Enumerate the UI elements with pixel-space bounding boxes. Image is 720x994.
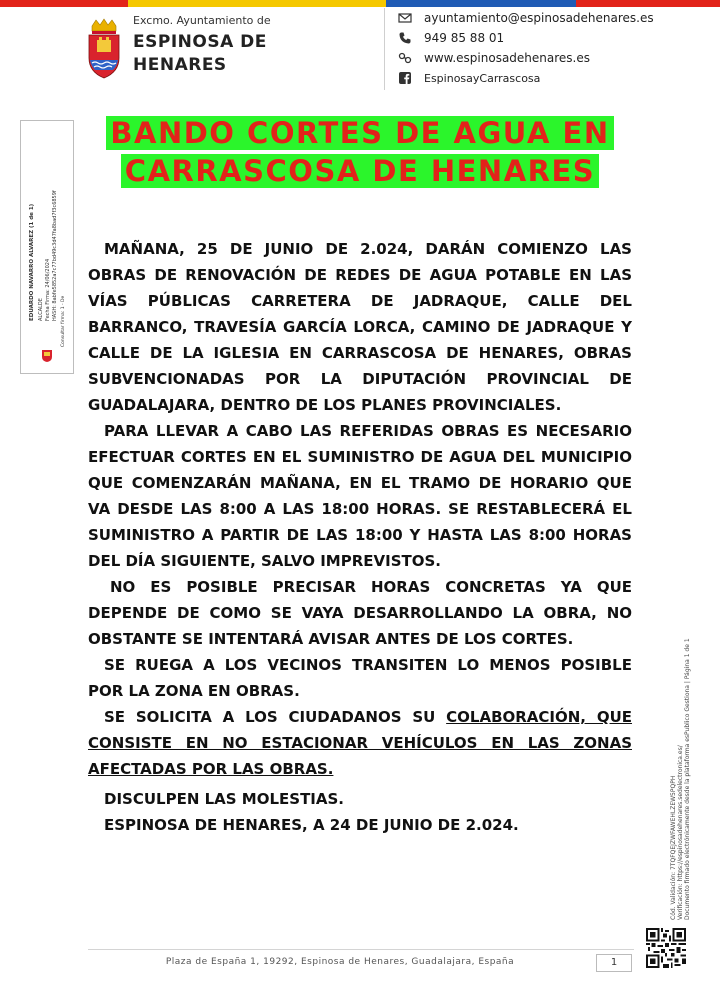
verification-url: Verificación: https://espinosadehenares.sedelectronica.es/ — [677, 745, 684, 920]
closing-apology: DISCULPEN LAS MOLESTIAS. — [104, 790, 344, 808]
verification-note: Documento firmado electrónicamente desde la plataforma esPublico Gestiona | Página 1 de 1 — [684, 638, 691, 920]
stamp-date: Fecha Firma: 24/06/2024 — [45, 258, 51, 321]
color-bar-segment-red — [0, 0, 128, 7]
closing-place-date: ESPINOSA DE HENARES, A 24 DE JUNIO DE 2.024. — [104, 816, 519, 834]
closing-block — [104, 786, 519, 838]
paragraph-3: NO ES POSIBLE PRECISAR HORAS CONCRETAS YA QUE DEPENDE DE COMO SE VAYA DESARROLLANDO LA OBRA, NO OBSTANTE SE INTENTARÁ AVISAR ANTES DE LOS CORTES. — [88, 578, 632, 648]
phone-icon — [398, 31, 412, 45]
contact-facebook[interactable] — [398, 68, 654, 88]
org-name-line1: ESPINOSA DE — [133, 32, 267, 52]
contact-email-text: ayuntamiento@espinosadehenares.es — [424, 11, 654, 25]
contact-web-text: www.espinosadehenares.es — [424, 51, 590, 65]
org-name-line2: HENARES — [133, 55, 227, 75]
paragraph-5 — [88, 704, 632, 782]
paragraph-5-underlined: COLABORACIÓN, QUE CONSISTE EN NO ESTACIONAR VEHÍCULOS EN LAS ZONAS AFECTADAS POR LAS OBRAS. — [88, 708, 633, 778]
footer-divider — [88, 949, 634, 950]
paragraph-1: MAÑANA, 25 DE JUNIO DE 2.024, DARÁN COMIENZO LAS OBRAS DE RENOVACIÓN DE REDES DE AGUA POTABLE EN LAS VÍAS PÚBLICAS CARRETERA DE JADRAQUE, CALLE DEL BARRANCO, TRAVESÍA GARCÍA LORCA, CAMINO DE JADRAQUE Y CALLE DE LA IGLESIA EN CARRASCOSA DE HENARES, OBRAS SUBVENCIONADAS POR LA DIPUTACIÓN PROVINCIAL DE GUADALAJARA, DENTRO DE LOS PLANES PROVINCIALES. — [88, 240, 632, 414]
organization-name — [133, 14, 271, 77]
contact-list — [398, 8, 654, 88]
contact-phone[interactable] — [398, 28, 654, 48]
contact-phone-text: 949 85 88 01 — [424, 31, 505, 45]
verification-text — [670, 638, 691, 920]
document-body — [88, 236, 632, 782]
title-line1: BANDO CORTES DE AGUA EN — [106, 116, 613, 150]
link-icon — [398, 51, 412, 65]
paragraph-2: PARA LLEVAR A CABO LAS REFERIDAS OBRAS ES NECESARIO EFECTUAR CORTES EN EL SUMINISTRO DE AGUA DEL MUNICIPIO QUE COMENZARÁN MAÑANA, EN EL TRAMO DE HORARIO QUE VA DESDE LAS 8:00 A LAS 18:00 HORAS. SE RESTABLECERÁ EL SUMINISTRO A PARTIR DE LAS 18:00 Y HASTA LAS 8:00 HORAS DEL DÍA SIGUIENTE, SALVO IMPREVISTOS. — [88, 422, 632, 570]
color-bar-segment-yellow-2 — [256, 0, 386, 7]
stamp-note: Consultar firma: 1 - De — [61, 295, 66, 347]
color-bar-segment-red-2 — [576, 0, 720, 7]
stamp-hash: HASH: 8abfe5852a7c77bd49c3d47fa8bad7f3c6859f — [52, 190, 58, 321]
paragraph-5-plain: SE SOLICITA A LOS CIUDADANOS SU — [104, 708, 447, 726]
stamp-role: ALCALDE — [38, 298, 44, 321]
title-line2: CARRASCOSA DE HENARES — [121, 154, 599, 188]
contact-web[interactable] — [398, 48, 654, 68]
stamp-logo-icon — [41, 349, 53, 363]
color-bar-segment-yellow — [128, 0, 256, 7]
header-divider — [384, 8, 385, 90]
header-color-bar — [0, 0, 720, 7]
envelope-icon — [398, 11, 412, 25]
coat-of-arms-icon — [86, 18, 122, 80]
color-bar-segment-blue — [386, 0, 576, 7]
paragraph-4: SE RUEGA A LOS VECINOS TRANSITEN LO MENOS POSIBLE POR LA ZONA EN OBRAS. — [88, 656, 632, 700]
contact-email[interactable] — [398, 8, 654, 28]
facebook-icon — [398, 71, 412, 85]
document-title — [0, 114, 720, 190]
contact-facebook-text: EspinosayCarrascosa — [424, 71, 541, 85]
stamp-signer: EDUARDO NAVARRO ALVAREZ (1 de 1) — [29, 203, 35, 321]
verification-code: Cód. Validación: 7TQFQEJZWFAWEHLZEW5PQPH — [670, 775, 677, 920]
org-prefix: Excmo. Ayuntamiento de — [133, 14, 271, 27]
qr-code-icon[interactable] — [646, 928, 686, 968]
footer-address: Plaza de España 1, 19292, Espinosa de Henares, Guadalajara, España — [165, 957, 515, 967]
page-number: 1 — [596, 954, 632, 972]
